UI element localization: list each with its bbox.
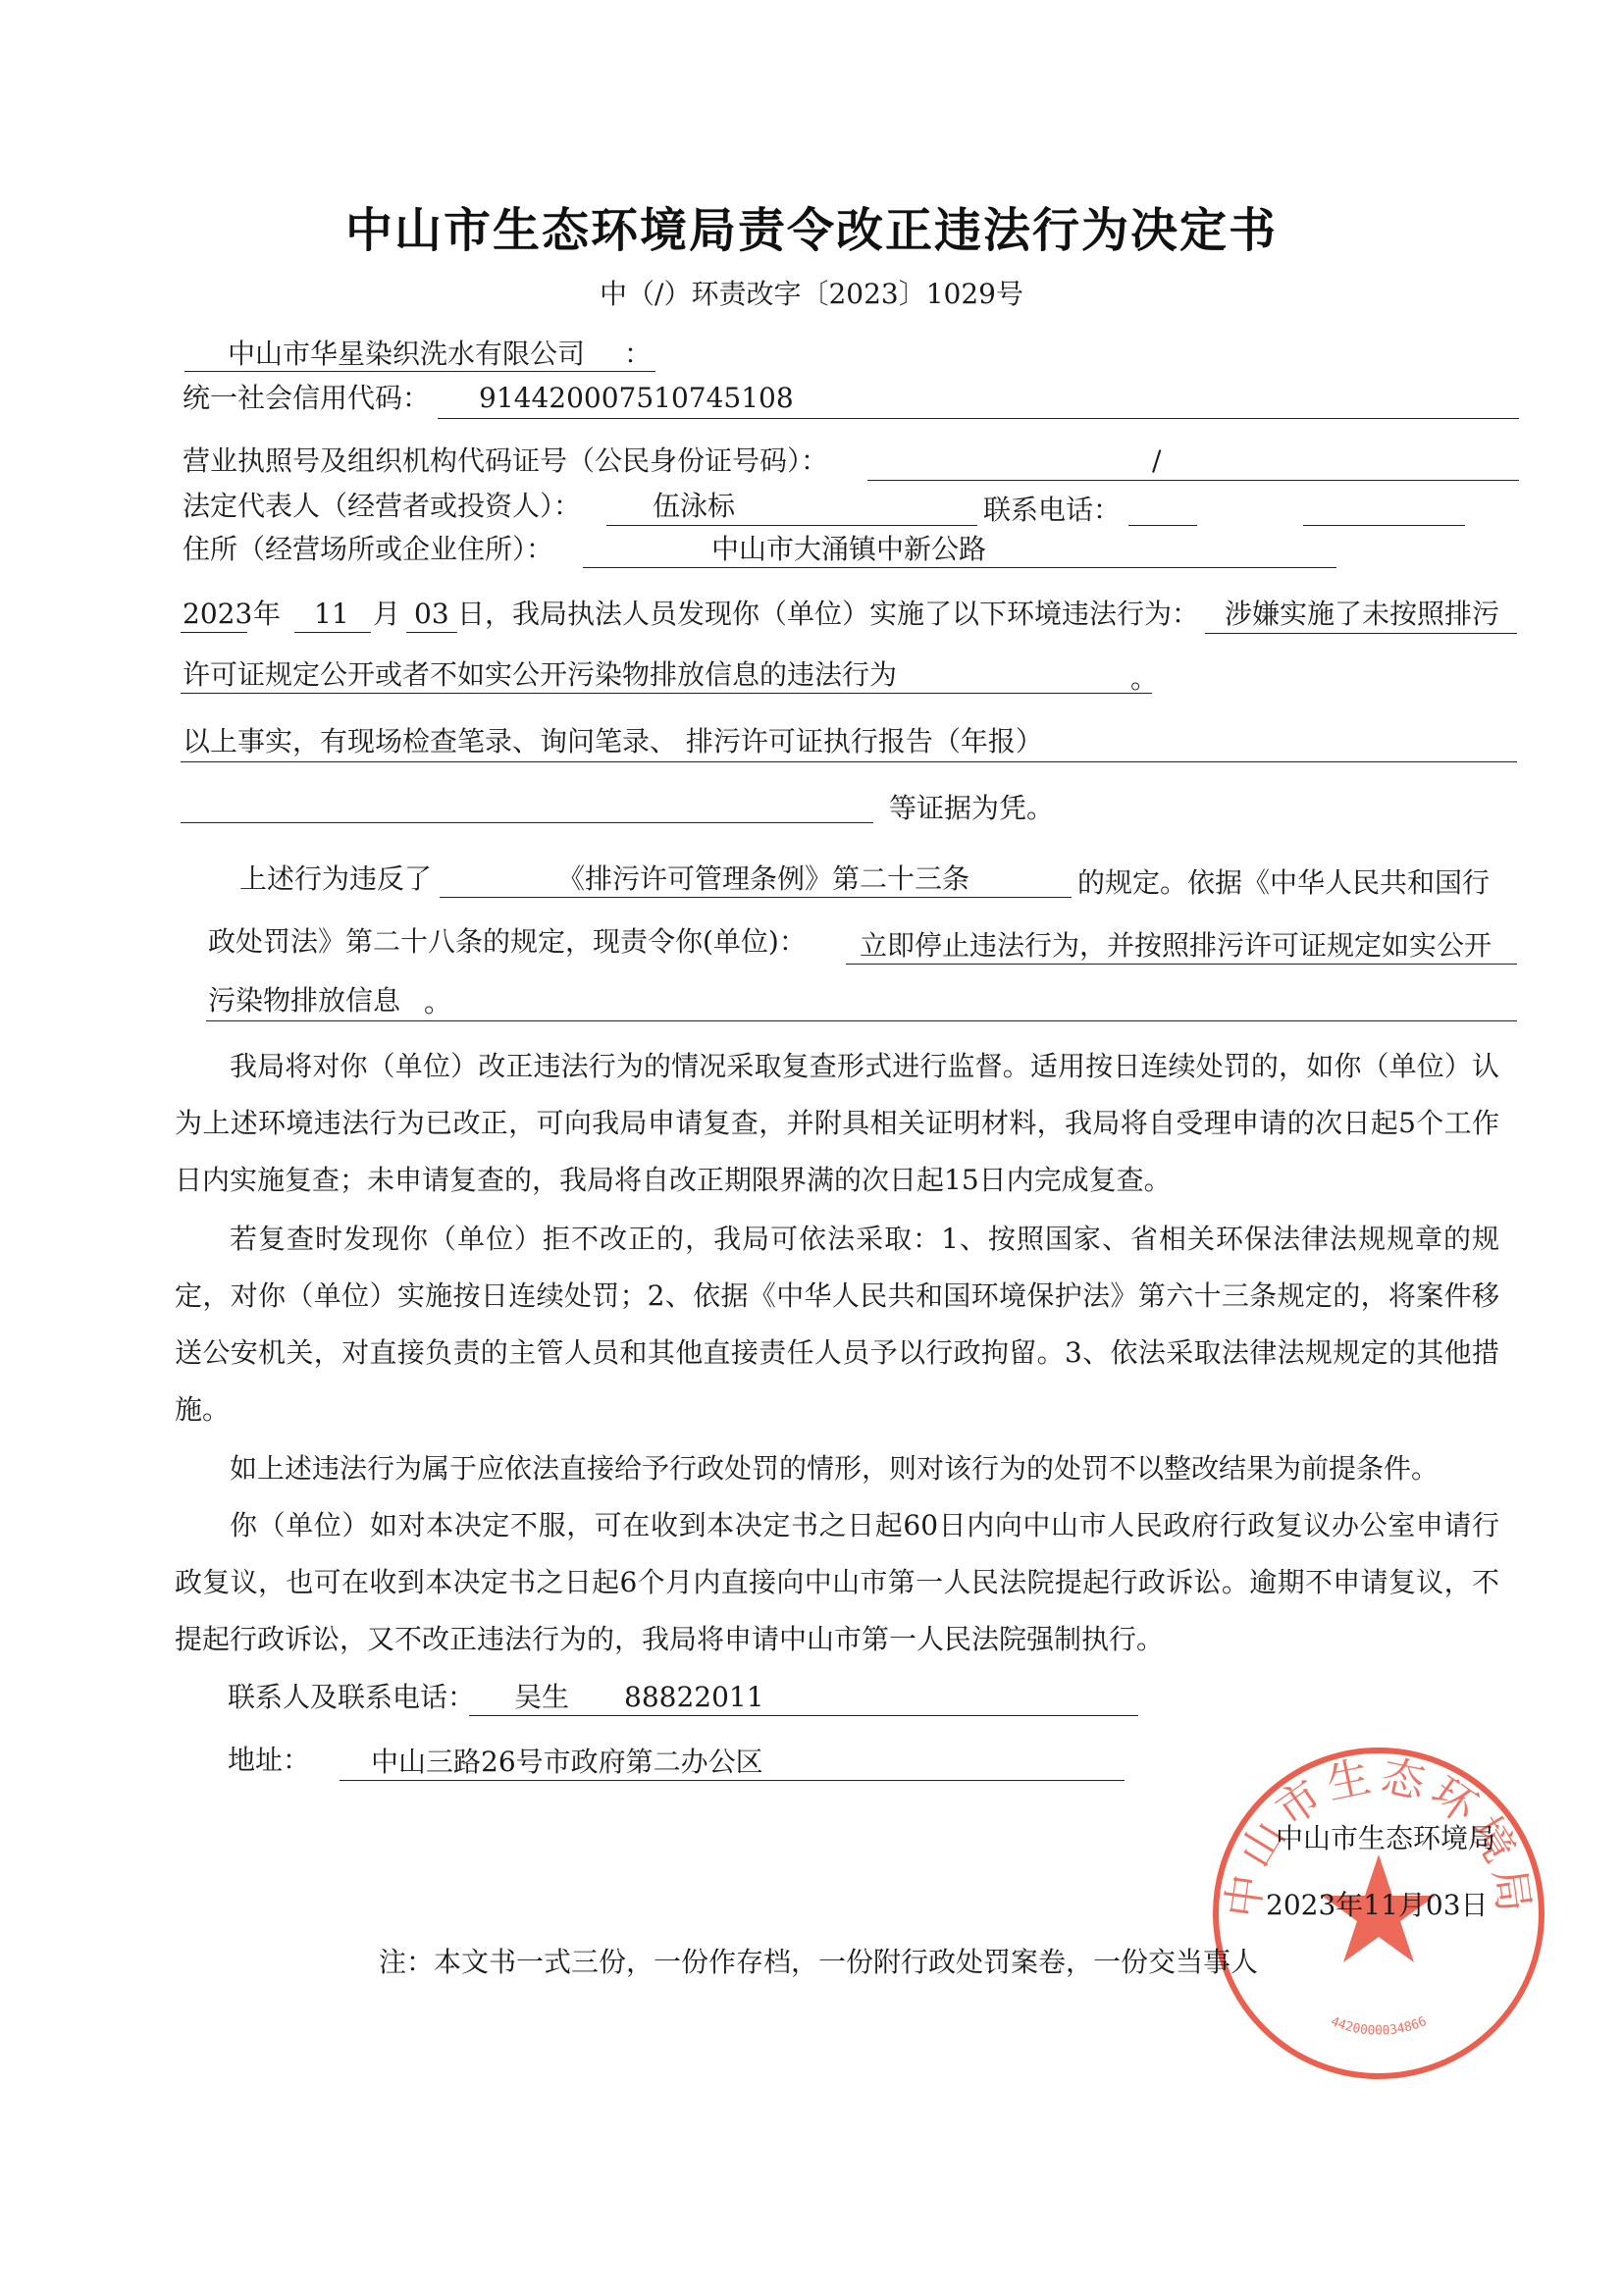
contact-name: 吴生: [514, 1681, 570, 1713]
finding-text: 日，我局执法人员发现你（单位）实施了以下环境违法行为：: [457, 598, 1200, 630]
finding-month-unit: 月: [373, 598, 401, 630]
order-underline-2: [206, 1020, 1517, 1021]
legal-rep-label: 法定代表人（经营者或投资人）：: [183, 490, 582, 522]
basis-line: 政处罚法》第二十八条的规定，现责令你(单位)：: [208, 925, 807, 958]
finding-day-underline: [406, 632, 457, 633]
legal-rep-value: 伍泳标: [653, 490, 736, 522]
seal-serial: 4420000034866: [1329, 2013, 1429, 2039]
address-label: 住所（经营场所或企业住所）：: [183, 533, 554, 565]
order-underline-1: [846, 964, 1517, 965]
violated-law-underline: [440, 897, 1072, 898]
svg-text:4420000034866: [1329, 2014, 1429, 2039]
order-line-1: 立即停止违法行为，并按照排污许可证规定如实公开: [860, 929, 1492, 962]
addr-underline: [340, 1780, 1125, 1781]
violation-line-2: 许可证规定公开或者不如实公开污染物排放信息的违法行为: [183, 658, 898, 691]
violation-underline-2: [181, 693, 1152, 694]
document-number: 中（/）环责改字〔2023〕1029号: [600, 278, 1023, 310]
evidence-underline: [181, 761, 1517, 762]
issue-date: 2023年11月03日: [1266, 1889, 1489, 1921]
address-underline: [583, 567, 1336, 568]
violation-line-1: 涉嫌实施了未按照排污: [1225, 598, 1500, 630]
paragraph-appeal: 你（单位）如对本决定不服，可在收到本决定书之日起60日内向中山市人民政府行政复议办公室申请行政复议，也可在收到本决定书之日起6个月内直接向中山市第一人民法院提起行政诉讼。逾期不申请复议，不提起行政诉讼，又不改正违法行为的，我局将申请中山市第一人民法院强制执行。: [175, 1509, 1499, 1655]
evidence-line: 以上事实，有现场检查笔录、询问笔录、 排污许可证执行报告（年报）: [183, 725, 1043, 757]
addr-value: 中山三路26号市政府第二办公区: [371, 1746, 763, 1778]
paragraph-refusal: 若复查时发现你（单位）拒不改正的，我局可依法采取：1、按照国家、省相关环保法律法规规章的规定，对你（单位）实施按日连续处罚；2、依据《中华人民共和国环境保护法》第六十三条规定的，将案件移送公安机关，对直接负责的主管人员和其他直接责任人员予以行政拘留。3、依法采取法律法规规定的其他措施。: [175, 1223, 1499, 1426]
violation-end-mark: 。: [1130, 662, 1159, 695]
evidence-suffix: 等证据为凭。: [889, 792, 1055, 824]
contact-underline: [469, 1715, 1138, 1716]
violated-prefix: 上述行为违反了: [239, 862, 433, 895]
recipient-underline: [184, 371, 655, 372]
evidence-underline-2: [181, 822, 873, 823]
license-underline: [867, 480, 1519, 481]
finding-day: 03: [414, 598, 449, 630]
credit-code-label: 统一社会信用代码：: [183, 382, 431, 414]
violated-law: 《排污许可管理条例》第二十三条: [557, 862, 970, 895]
seal-arc-text: 中山市生态环境局: [1218, 1750, 1540, 1921]
credit-code-value: 914420007510745108: [479, 382, 794, 414]
phone-underline-2: [1303, 525, 1465, 526]
phone-underline-1: [1128, 525, 1197, 526]
recipient-colon: ：: [624, 338, 653, 370]
addr-label: 地址：: [228, 1744, 311, 1776]
finding-year-unit: 年: [253, 598, 282, 630]
violation-underline-1: [1205, 633, 1517, 634]
document-title: 中山市生态环境局责令改正违法行为决定书: [344, 203, 1278, 258]
finding-month-underline: [294, 632, 371, 633]
contact-label: 联系人及联系电话：: [228, 1681, 476, 1713]
phone-label: 联系电话：: [983, 494, 1122, 526]
paragraph-supervision: 我局将对你（单位）改正违法行为的情况采取复查形式进行监督。适用按日连续处罚的，如你（单位）认为上述环境违法行为已改正，可向我局申请复查，并附具相关证明材料，我局将自受理申请的次日起5个工作日内实施复查；未申请复查的，我局将自改正期限界满的次日起15日内完成复查。: [175, 1050, 1499, 1196]
paragraph-penalty: 如上述违法行为属于应依法直接给予行政处罚的情形，则对该行为的处罚不以整改结果为前提条件。: [230, 1452, 1440, 1485]
credit-code-underline: [438, 418, 1519, 419]
contact-phone: 88822011: [624, 1681, 764, 1713]
order-line-2: 污染物排放信息: [208, 984, 401, 1017]
recipient-name: 中山市华星染织洗水有限公司: [228, 338, 586, 370]
distribution-note: 注：本文书一式三份，一份作存档，一份附行政处罚案卷，一份交当事人: [379, 1946, 1259, 1978]
order-end-mark: 。: [424, 986, 452, 1018]
violated-suffix: 的规定。依据《中华人民共和国行: [1077, 866, 1491, 899]
legal-rep-underline: [606, 525, 977, 526]
license-label: 营业执照号及组织机构代码证号（公民身份证号码）：: [183, 444, 829, 477]
address-value: 中山市大涌镇中新公路: [711, 533, 987, 565]
license-value: /: [1152, 444, 1162, 477]
issuer-name: 中山市生态环境局: [1276, 1822, 1496, 1854]
finding-month: 11: [314, 598, 349, 630]
finding-year: 2023: [183, 598, 253, 630]
finding-year-underline: [181, 632, 247, 633]
